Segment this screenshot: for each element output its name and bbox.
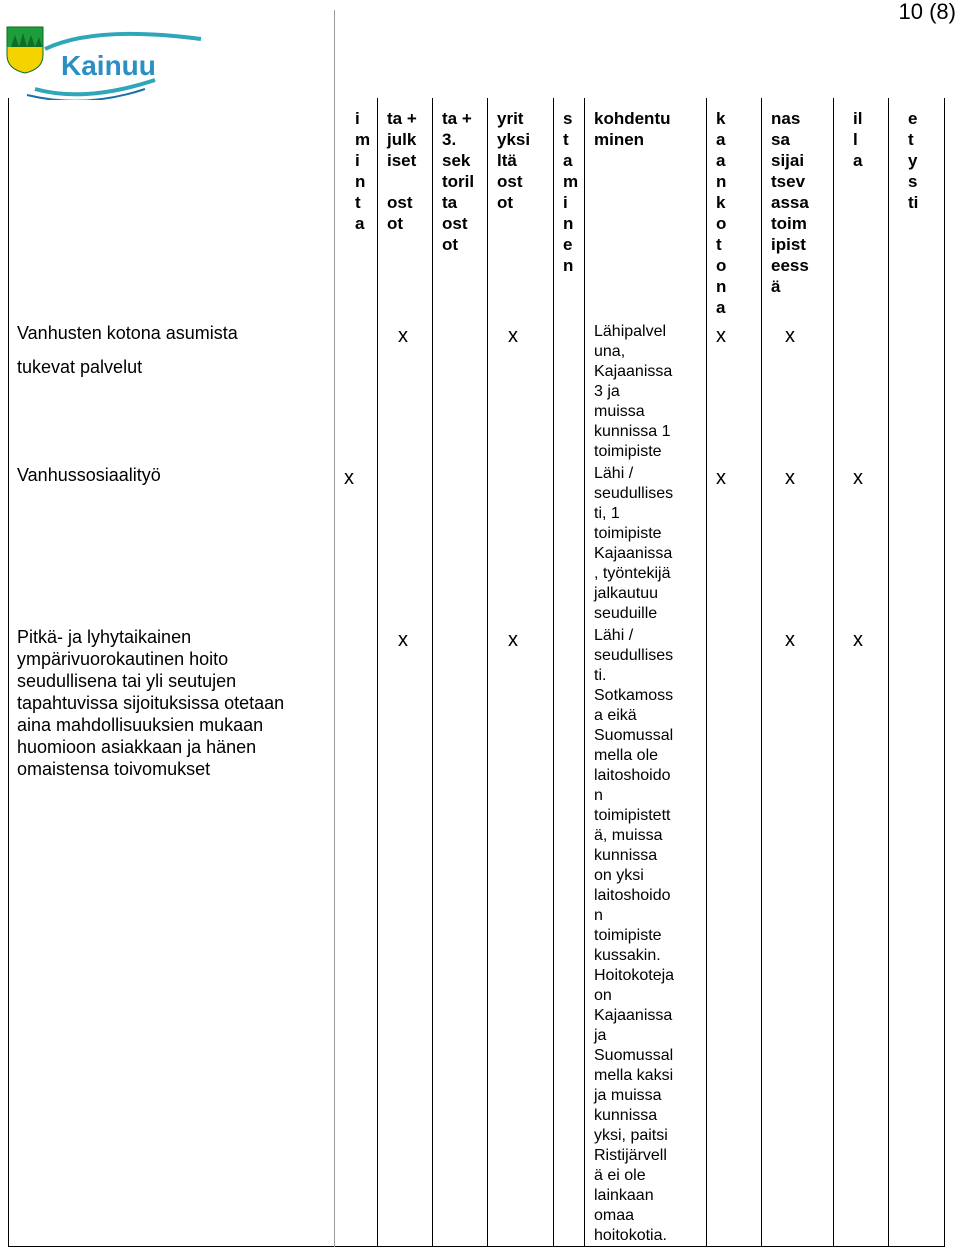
header-yrityksilta-ostot: yrit yksi ltä ost ot bbox=[497, 109, 531, 212]
mark-julkiset-ostot: x bbox=[398, 325, 408, 347]
mark-illa: x bbox=[853, 629, 863, 651]
table-border-right bbox=[944, 98, 945, 1246]
kohdentuminen-text: Lähipalvel una, Kajaanissa 3 ja muissa kunnissa 1 toimipiste bbox=[594, 323, 673, 460]
mark-toimipisteessa: x bbox=[785, 629, 795, 651]
mark-illa: x bbox=[853, 467, 863, 489]
mark-yrityksilta-ostot: x bbox=[508, 325, 518, 347]
kainuu-logo-text: Kainuu bbox=[61, 50, 156, 81]
mark-toimipisteessa: x bbox=[785, 467, 795, 489]
table-border-left bbox=[8, 98, 9, 1246]
mark-iminta: x bbox=[344, 467, 354, 489]
mark-julkiset-ostot: x bbox=[398, 629, 408, 651]
header-toimipisteessa: nas sa sijai tsev assa toim ipist eess ä bbox=[771, 109, 809, 296]
column-divider bbox=[584, 98, 585, 1246]
service-name: Pitkä- ja lyhytaikainen ympärivuorokautinen hoito seudullisena tai yli seutujen tapahtuvissa sijoituksissa otetaan aina mahdollisuuksien mukaan huomioon asiakkaan ja hänen omaistensa toivomukset bbox=[17, 627, 285, 779]
kohdentuminen-text: Lähi / seudullises ti, 1 toimipiste Kajaanissa , työntekijä jalkautuu seuduille bbox=[594, 465, 674, 622]
service-name: Vanhussosiaalityö bbox=[17, 465, 161, 485]
header-julkiset-ostot: ta + julk iset ost ot bbox=[387, 109, 417, 233]
column-divider bbox=[334, 10, 335, 1247]
table-border-bottom bbox=[8, 1246, 945, 1247]
kainuu-logo bbox=[5, 25, 205, 100]
column-divider bbox=[761, 98, 762, 1246]
column-divider bbox=[553, 98, 554, 1246]
header-staminen: s t a m i n e n bbox=[563, 109, 579, 275]
header-kolmas-sektori: ta + 3. sek toril ta ost ot bbox=[442, 109, 475, 254]
header-kaankotona: k a a n k o t o n a bbox=[716, 109, 727, 317]
service-name: Vanhusten kotona asumista tukevat palvelut bbox=[17, 323, 238, 377]
header-kohdentuminen: kohdentu minen bbox=[594, 109, 671, 149]
column-divider bbox=[706, 98, 707, 1246]
column-divider bbox=[888, 98, 889, 1246]
column-divider bbox=[432, 98, 433, 1246]
column-divider bbox=[833, 98, 834, 1246]
mark-yrityksilta-ostot: x bbox=[508, 629, 518, 651]
header-etysti: e t y s ti bbox=[908, 109, 919, 212]
mark-kaankotona: x bbox=[716, 325, 726, 347]
header-illa: il l a bbox=[853, 109, 863, 170]
column-divider bbox=[377, 98, 378, 1246]
kohdentuminen-text: Lähi / seudullises ti. Sotkamoss a eikä Suomussal mella ole laitoshoido n toimipistett ä, muissa kunnissa on yksi laitoshoido n toimipiste kussakin. Hoitokoteja on Kajaanissa ja Suomussal mella kaksi ja muissa kunnissa yksi, paitsi Ristijärvell ä ei ole lainkaan omaa hoitokotia. bbox=[594, 627, 675, 1244]
kainuu-logo-graphic bbox=[5, 25, 205, 100]
mark-kaankotona: x bbox=[716, 467, 726, 489]
mark-toimipisteessa: x bbox=[785, 325, 795, 347]
page-number: 10 (8) bbox=[898, 0, 956, 24]
column-divider bbox=[487, 98, 488, 1246]
header-iminta: i m i n t a bbox=[355, 109, 371, 233]
